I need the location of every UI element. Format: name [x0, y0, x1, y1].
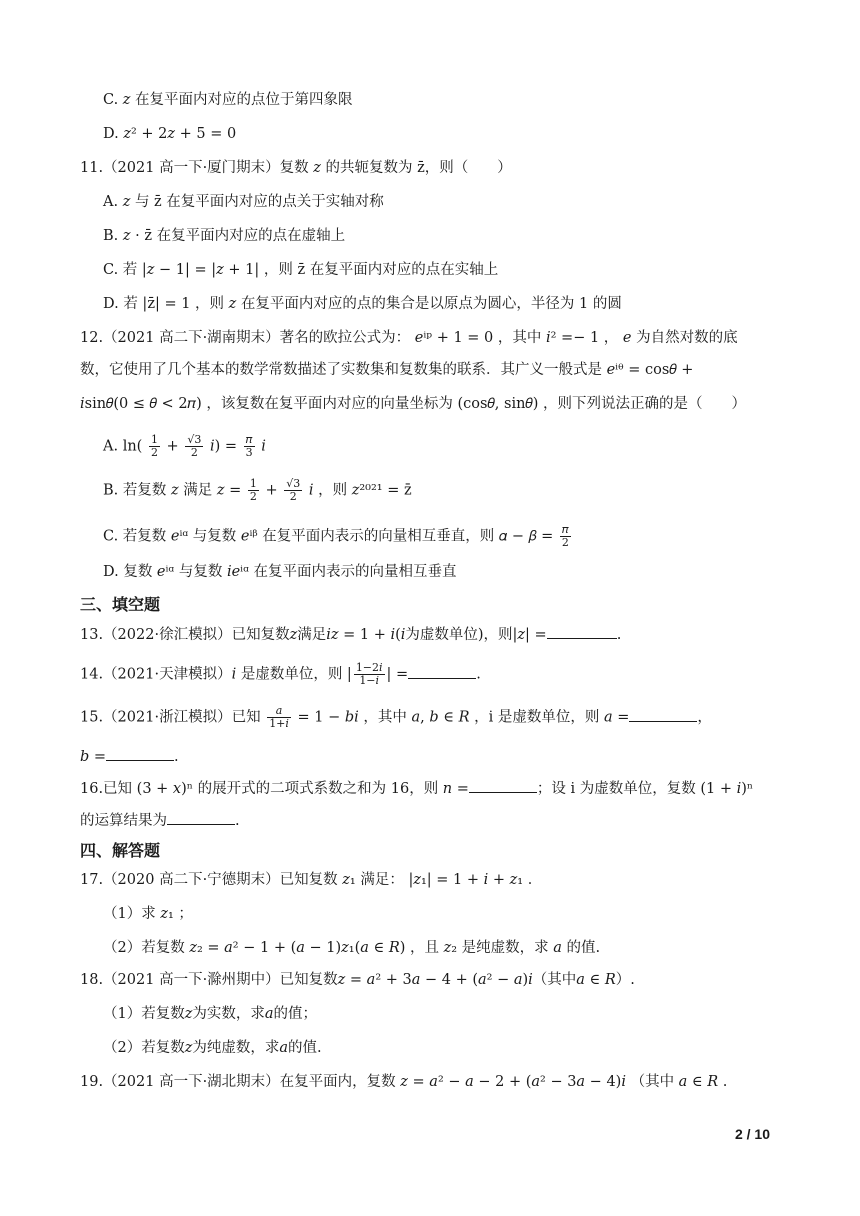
q12-b-post: 𝑖 ，则 𝑧²⁰²¹ = z̄	[308, 482, 412, 499]
q13-end: .	[616, 627, 622, 643]
q12-a-pre: A. ln(	[103, 438, 143, 455]
q17-part1: （1）求 𝑧₁ ；	[103, 906, 193, 922]
fraction: $\frac{\text{𝜋}}{3}$	[245, 433, 253, 459]
q12-c-pre: C. 若复数 𝑒ⁱᵅ 与复数 𝑒ⁱᵝ 在复平面内表示的向量相互垂直，则 𝛼 − 𝛽 =	[103, 528, 554, 545]
q12-b-pre: B. 若复数 𝑧 满足 𝑧 =	[103, 482, 242, 499]
plus-sign: +	[166, 438, 179, 455]
answer-blank[interactable]	[408, 664, 476, 679]
fraction: $\frac{\text{𝑎}}{\text{1+𝑖}}$	[269, 704, 289, 730]
q11-option-c: C. 若 |𝑧 − 1| = |𝑧 + 1| ，则 z̄ 在复平面内对应的点在实轴上	[103, 262, 499, 278]
fraction: $\frac{√3}{2}$	[187, 433, 202, 459]
q14-post: | =	[386, 666, 409, 683]
q10-option-d: D. 𝑧² + 2𝑧 + 5 = 0	[103, 126, 237, 142]
q14-end: .	[476, 666, 481, 683]
q15-line2-text: 𝑏 =	[80, 749, 107, 765]
q16-line1-pre: 16.已知 (3 + 𝑥)ⁿ 的展开式的二项式系数之和为 16，则 𝑛 =	[80, 781, 469, 797]
q13	[80, 624, 621, 645]
fraction: $\frac{\text{𝜋}}{2}$	[561, 523, 569, 549]
q16-line1	[80, 778, 753, 799]
q11-option-a: A. 𝑧 与 z̄ 在复平面内对应的点关于实轴对称	[103, 194, 384, 210]
q11-option-d: D. 若 |z̄| = 1 ，则 𝑧 在复平面内对应的点的集合是以原点为圆心，半径为 1 的圆	[103, 296, 622, 312]
q12-option-d: D. 复数 𝑒ⁱᵅ 与复数 𝑖𝑒ⁱᵅ 在复平面内表示的向量相互垂直	[103, 564, 457, 580]
q15-line2-end: .	[174, 749, 179, 765]
q15-pre: 15.（2021·浙江模拟）已知	[80, 709, 261, 726]
fraction: $\frac{√3}{2}$	[286, 477, 301, 503]
q12-option-c	[103, 524, 573, 549]
q10-option-c: C. 𝑧 在复平面内对应的点位于第四象限	[103, 92, 353, 108]
q15-end: ，	[697, 709, 712, 726]
q16-line1-post: ；设 i 为虚数单位，复数 (1 + 𝑖)ⁿ	[536, 781, 754, 797]
q18-part1: （1）若复数𝑧为实数，求𝑎的值；	[103, 1006, 318, 1022]
q12-stem-line3: 𝑖sin𝜃(0 ≤ 𝜃 < 2𝜋) ，该复数在复平面内对应的向量坐标为 (cos𝜃, sin𝜃) ，则下列说法正确的是（ ）	[80, 396, 747, 412]
q15-line1	[80, 705, 712, 730]
q15-post: = 1 − 𝑏𝑖 ，其中 𝑎, 𝑏 ∈ 𝑅 ，i 是虚数单位，则 𝑎 =	[297, 709, 630, 726]
q17-stem: 17.（2020 高二下·宁德期末）已知复数 𝑧₁ 满足： |𝑧₁| = 1 + 𝑖 + 𝑧₁ ．	[80, 872, 543, 888]
q15-line2	[80, 746, 179, 767]
q14-pre: 14.（2021·天津模拟）𝑖 是虚数单位，则 |	[80, 666, 352, 683]
q18-part2: （2）若复数𝑧为纯虚数，求𝑎的值.	[103, 1040, 322, 1056]
q11-stem: 11.（2021 高一下·厦门期末）复数 𝑧 的共轭复数为 z̄，则（ ）	[80, 160, 512, 176]
page-number: 2 / 10	[734, 1126, 770, 1142]
answer-blank[interactable]	[547, 624, 617, 639]
fraction: $\frac{\text{1−2𝑖}}{\text{1−𝑖}}$	[355, 661, 383, 687]
section-heading-fill-in: 三、填空题	[80, 595, 161, 614]
q13-text: 13.（2022·徐汇模拟）已知复数𝑧满足𝑖𝑧 = 1 + 𝑖(𝑖为虚数单位)，则|𝑧| =	[80, 627, 547, 643]
q12-option-a	[103, 434, 266, 459]
fraction: $\frac{1}{2}$	[150, 433, 158, 459]
q12-stem-line2: 数，它使用了几个基本的数学常数描述了实数集和复数集的联系．其广义一般式是 𝑒ⁱᶿ = cos𝜃 +	[80, 362, 694, 378]
q16-line2-end: .	[235, 813, 240, 829]
q17-part2: （2）若复数 𝑧₂ = 𝑎² − 1 + (𝑎 − 1)𝑧₁(𝑎 ∈ 𝑅) ，且 𝑧₂ 是纯虚数，求 𝑎 的值.	[103, 940, 601, 956]
fraction: $\frac{1}{2}$	[249, 477, 257, 503]
q19-stem: 19.（2021 高一下·湖北期末）在复平面内，复数 𝑧 = 𝑎² − 𝑎 − 2 + (𝑎² − 3𝑎 − 4)𝑖 （其中 𝑎 ∈ 𝑅 .	[80, 1074, 728, 1090]
q12-a-end: 𝑖	[261, 438, 266, 455]
answer-blank[interactable]	[629, 707, 697, 722]
q16-line2	[80, 810, 240, 831]
q12-stem-line1: 12.（2021 高二下·湖南期末）著名的欧拉公式为： 𝑒ⁱᵖ + 1 = 0 ，其中 𝑖² =− 1 ， 𝑒 为自然对数的底	[80, 330, 738, 346]
plus-sign: +	[265, 482, 278, 499]
answer-blank[interactable]	[469, 778, 537, 793]
q12-a-post: 𝑖) =	[209, 438, 237, 455]
answer-blank[interactable]	[167, 810, 235, 825]
q16-line2-pre: 的运算结果为	[80, 813, 167, 829]
q18-stem: 18.（2021 高一下·滁州期中）已知复数𝑧 = 𝑎² + 3𝑎 − 4 + (𝑎² − 𝑎)𝑖（其中𝑎 ∈ 𝑅）.	[80, 972, 635, 988]
q12-option-b	[103, 478, 412, 503]
q14	[80, 662, 481, 687]
answer-blank[interactable]	[106, 746, 174, 761]
q11-option-b: B. 𝑧 · z̄ 在复平面内对应的点在虚轴上	[103, 228, 346, 244]
section-heading-answer: 四、解答题	[80, 841, 161, 860]
